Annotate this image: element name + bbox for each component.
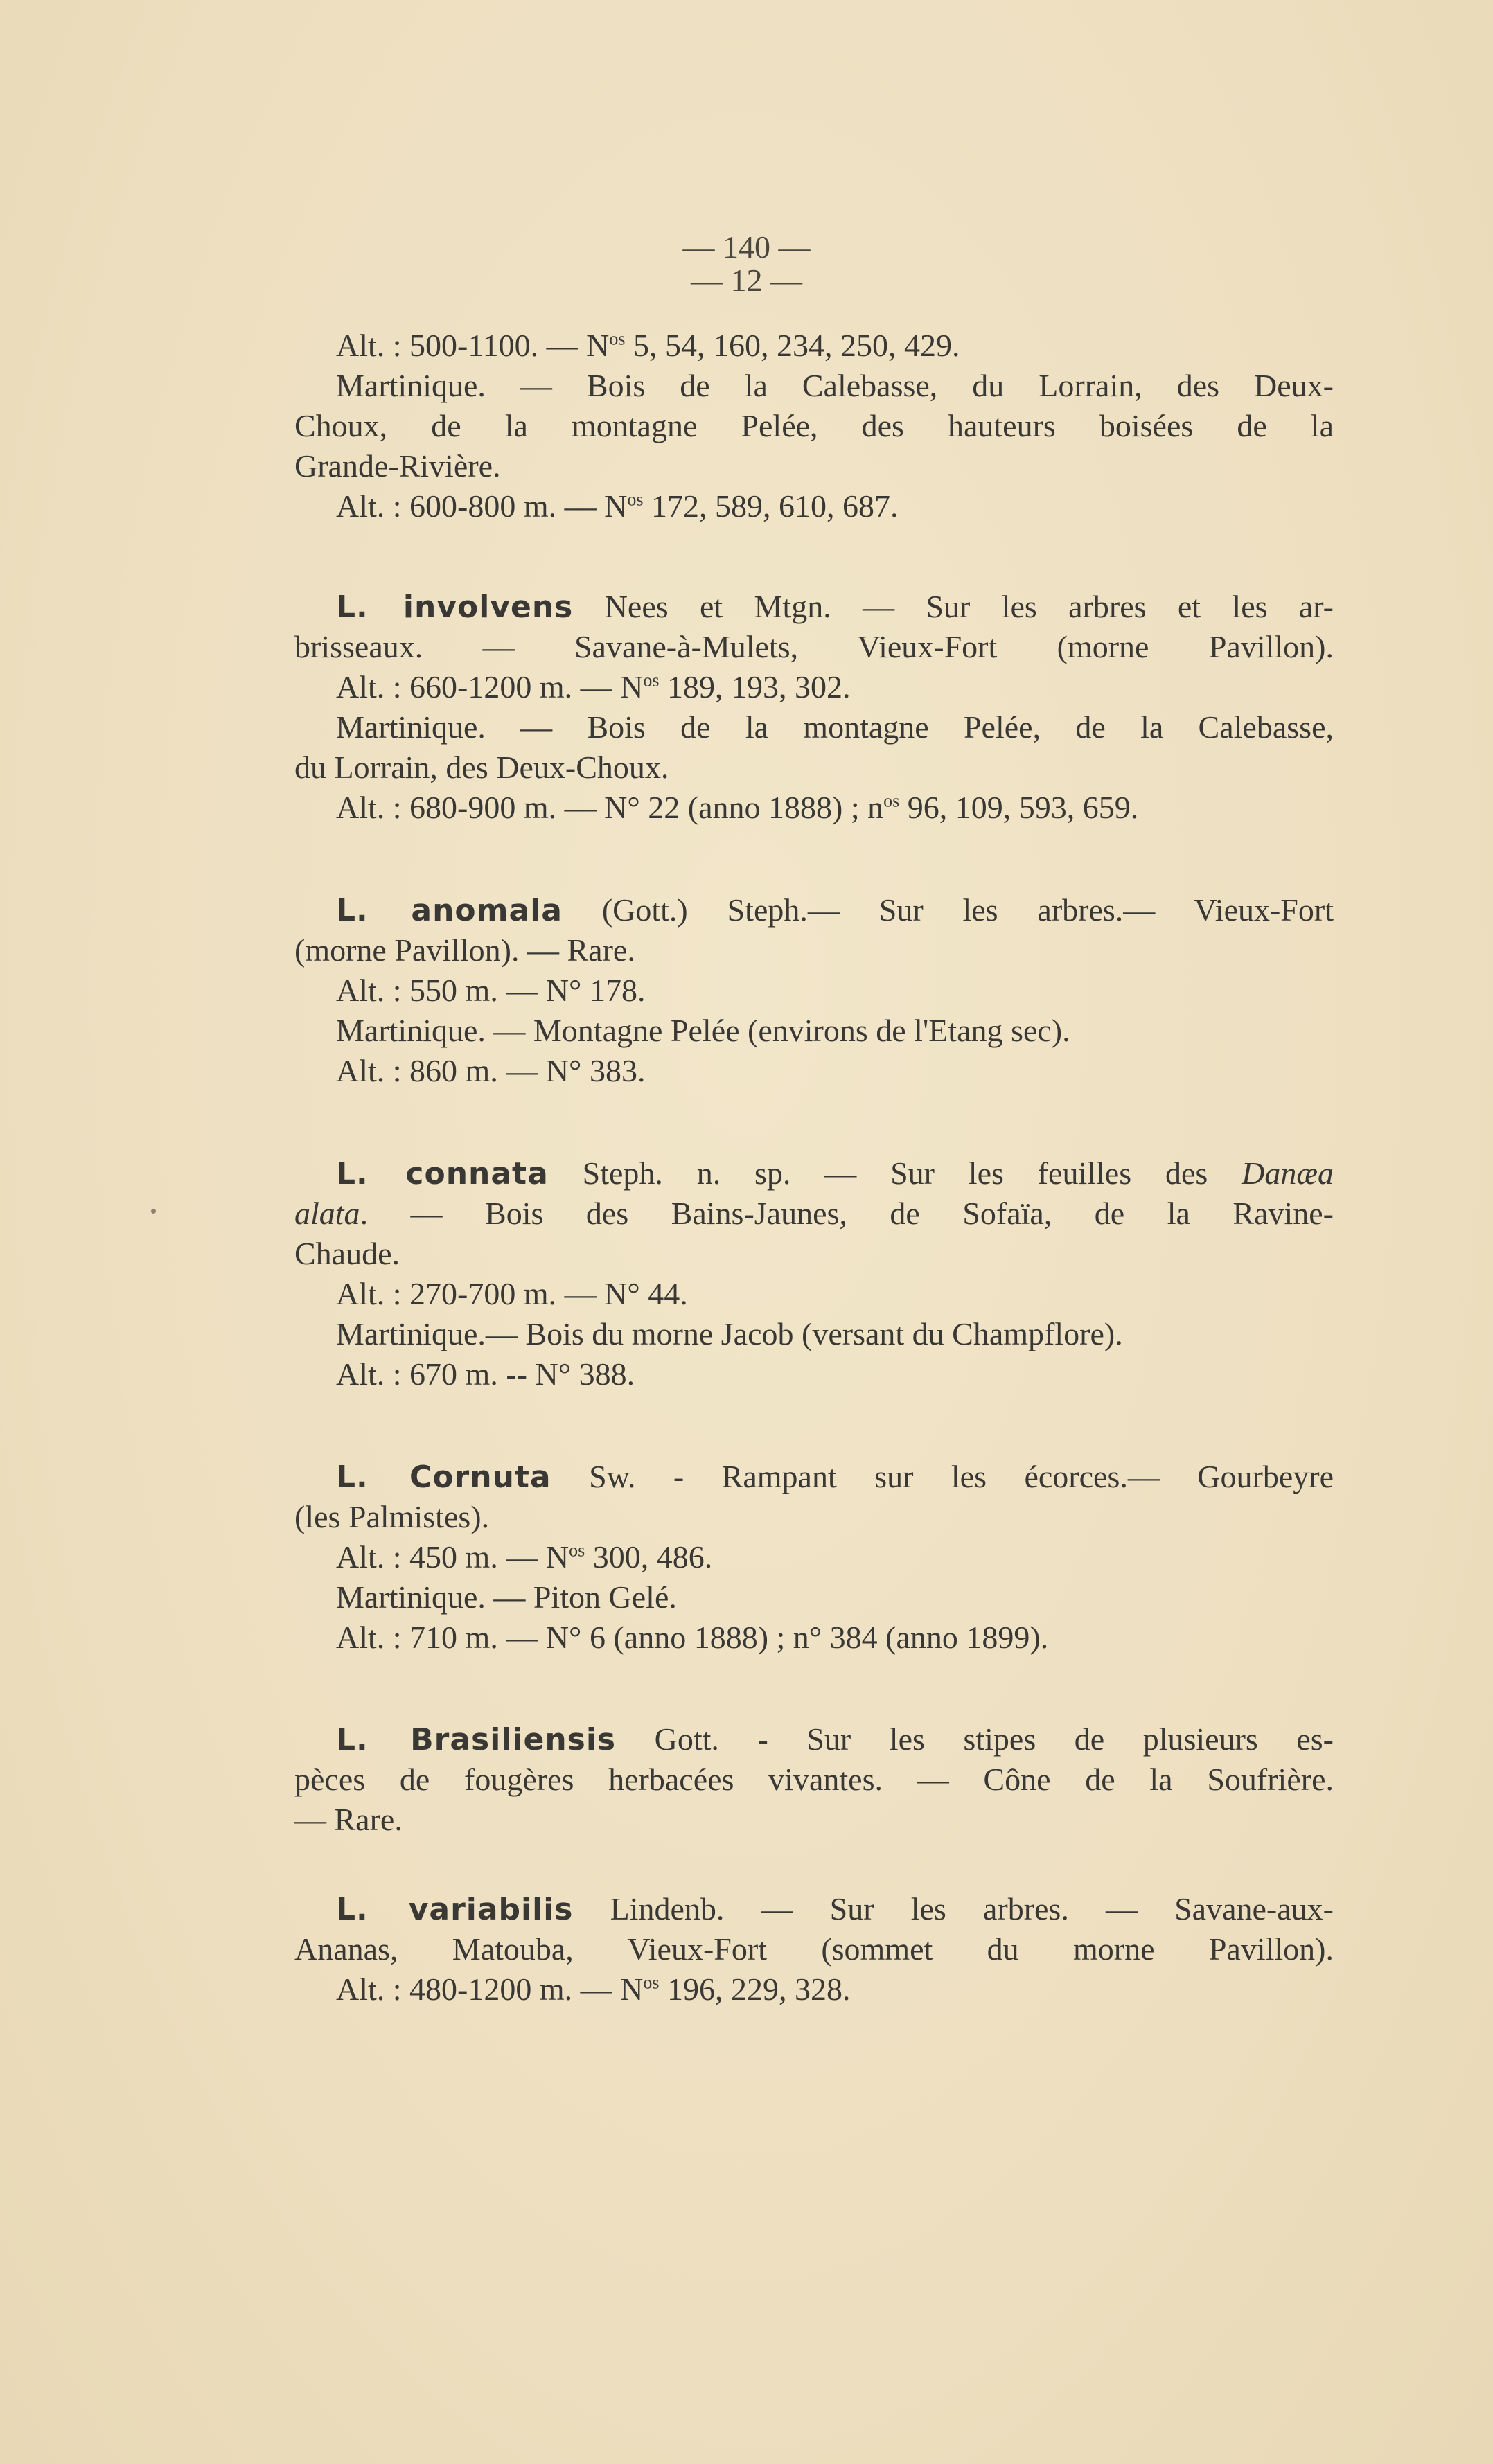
text-line: Alt. : 670 m. -- N° 388.: [336, 1356, 635, 1392]
text-line: Alt. : 550 m. — N° 178.: [336, 973, 646, 1008]
paper-speck: [151, 1209, 156, 1214]
text-run: Nees et Mtgn. — Sur les arbres et les ar-: [573, 589, 1334, 624]
genus-name: L. variabilis: [336, 1892, 574, 1927]
superscript: os: [569, 1540, 585, 1561]
text-run: Lindenb. — Sur les arbres. — Savane-aux-: [573, 1891, 1334, 1926]
text-line: [336, 486, 899, 526]
text-run: 196, 229, 328.: [659, 1971, 851, 2007]
text-run: 172, 589, 610, 687.: [643, 488, 899, 524]
genus-name: L. involvens: [336, 590, 574, 625]
superscript: os: [643, 1972, 660, 1993]
text-run: 189, 193, 302.: [659, 669, 851, 704]
text-line: Martinique. — Piton Gelé.: [336, 1579, 677, 1615]
text-run: Alt. : 480-1200 m. — N: [336, 1971, 644, 2007]
entry-anomala: [336, 890, 1334, 931]
text-line: [294, 1194, 1334, 1234]
superscript: os: [883, 790, 900, 811]
text-line: [336, 667, 851, 707]
text-run: Steph. n. sp. — Sur les feuilles des: [548, 1155, 1242, 1191]
text-line: Ananas, Matouba, Vieux-Fort (sommet du morne Pavillon).: [294, 1931, 1334, 1967]
genus-name: L. anomala: [336, 893, 563, 928]
text-run: Sw. - Rampant sur les écorces.— Gourbeyre: [551, 1459, 1334, 1494]
entry-cornuta: [336, 1457, 1334, 1498]
text-line: [336, 1537, 712, 1577]
text-line: (les Palmistes).: [294, 1499, 490, 1534]
text-line: (morne Pavillon). — Rare.: [294, 932, 635, 968]
text-line: Chaude.: [294, 1236, 400, 1271]
genus-name: L. Brasiliensis: [336, 1722, 617, 1757]
text-line: pèces de fougères herbacées vivantes. — Cône de la Soufrière.: [294, 1762, 1334, 1797]
text-line: Alt. : 270-700 m. — N° 44.: [336, 1276, 688, 1311]
text-line: Martinique. — Montagne Pelée (environs de l'Etang sec).: [336, 1013, 1070, 1048]
text-line: du Lorrain, des Deux-Choux.: [294, 750, 669, 785]
entry-connata: [336, 1153, 1334, 1194]
text-line: Alt. : 860 m. — N° 383.: [336, 1053, 646, 1088]
text-line: Martinique. — Bois de la Calebasse, du Lorrain, des Deux-: [336, 368, 1334, 403]
text-line: Martinique. — Bois de la montagne Pelée, de la Calebasse,: [336, 709, 1334, 745]
text-line: Grande-Rivière.: [294, 448, 501, 484]
superscript: os: [643, 670, 660, 691]
text-run: Alt. : 680-900 m. — N° 22 (anno 1888) ; n: [336, 790, 884, 825]
genus-name: L. connata: [336, 1156, 549, 1191]
text-line: [336, 1969, 851, 2010]
genus-name: L. Cornuta: [336, 1460, 551, 1495]
text-line: — Rare.: [294, 1802, 403, 1837]
text-run: Alt. : 500-1100. — N: [336, 328, 610, 363]
text-run: . — Bois des Bains-Jaunes, de Sofaïa, de la Ravine-: [360, 1196, 1334, 1231]
text-line: brisseaux. — Savane-à-Mulets, Vieux-Fort (morne Pavillon).: [294, 629, 1334, 664]
italic-species: Danæa: [1242, 1155, 1334, 1191]
italic-species: alata: [294, 1196, 360, 1231]
text-run: Alt. : 450 m. — N: [336, 1539, 569, 1575]
text-run: 96, 109, 593, 659.: [899, 790, 1139, 825]
text-line: [336, 326, 960, 366]
entry-variabilis: [336, 1889, 1334, 1930]
text-run: Alt. : 600-800 m. — N: [336, 488, 628, 524]
text-run: Gott. - Sur les stipes de plusieurs es-: [616, 1721, 1334, 1757]
text-line: Alt. : 710 m. — N° 6 (anno 1888) ; n° 384 (anno 1899).: [336, 1620, 1049, 1655]
text-line: Choux, de la montagne Pelée, des hauteurs boisées de la: [294, 408, 1334, 443]
text-line: Martinique.— Bois du morne Jacob (versant du Champflore).: [336, 1316, 1123, 1351]
superscript: os: [609, 328, 626, 349]
text-run: 5, 54, 160, 234, 250, 429.: [625, 328, 960, 363]
superscript: os: [627, 489, 644, 510]
text-run: Alt. : 660-1200 m. — N: [336, 669, 644, 704]
text-run: (Gott.) Steph.— Sur les arbres.— Vieux-Fort: [562, 892, 1334, 928]
text-line: [336, 788, 1138, 828]
entry-brasiliensis: [336, 1719, 1334, 1760]
sub-page-number: — 12 —: [691, 263, 802, 298]
page-number: — 140 —: [682, 229, 811, 265]
text-run: 300, 486.: [585, 1539, 713, 1575]
entry-involvens: [336, 587, 1334, 628]
